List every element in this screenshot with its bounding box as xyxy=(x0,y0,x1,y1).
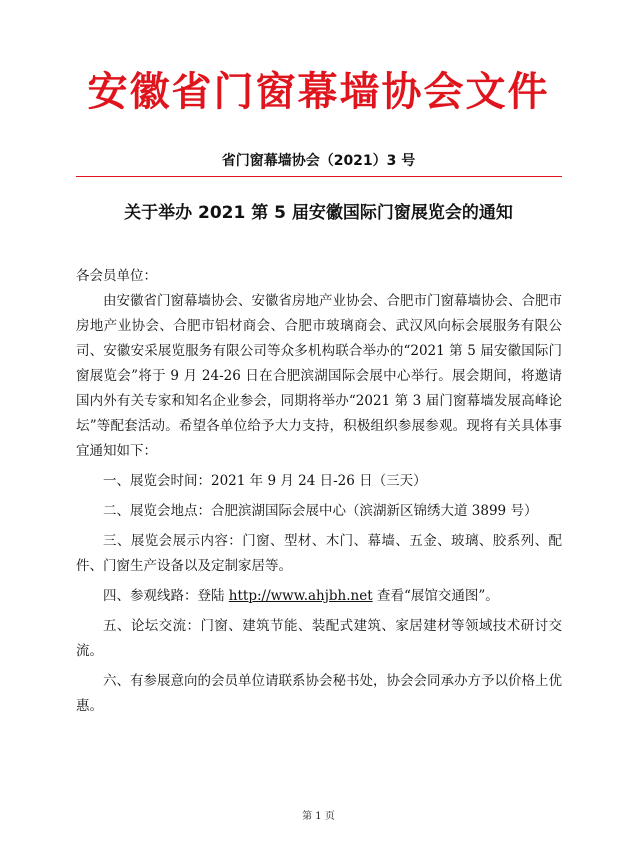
header-divider xyxy=(76,176,562,177)
intro-paragraph: 由安徽省门窗幕墙协会、安徽省房地产业协会、合肥市门窗幕墙协会、合肥市房地产业协会、合肥市铝材商会、合肥市玻璃商会、武汉风向标会展服务有限公司、安徽安采展览服务有限公司等众多机构联合举办的“2021 第 5 届安徽国际门窗展览会”将于 9 月 24-26 日在合肥滨湖国际会展中心举行。展会期间，将邀请国内外有关专家和知名企业参会，同期将举办“2021 第 3 届门窗幕墙发展高峰论坛”等配套活动。希望各单位给予大力支持，积极组织参展参观。现将有关具体事宜通知如下： xyxy=(76,293,562,459)
salutation: 各会员单位： xyxy=(76,268,157,284)
visit-route-suffix: 查看“展馆交通图”。 xyxy=(372,588,499,604)
item-visit-route xyxy=(76,584,562,609)
website-link[interactable]: http://www.ahjbh.net xyxy=(228,588,373,604)
document-title: 关于举办 2021 第 5 届安徽国际门窗展览会的通知 xyxy=(124,203,513,223)
document-body xyxy=(76,264,562,719)
page-number: 第 1 页 xyxy=(302,811,335,822)
document-number: 省门窗幕墙协会（2021）3 号 xyxy=(221,153,416,169)
document-masthead: 安徽省门窗幕墙协会文件 xyxy=(87,68,550,115)
item-exhibitor-contact: 六、有参展意向的会员单位请联系协会秘书处，协会会同承办方予以价格上优惠。 xyxy=(76,673,562,714)
visit-route-prefix: 四、参观线路：登陆 xyxy=(103,588,229,604)
item-exhibition-content: 三、展览会展示内容：门窗、型材、木门、幕墙、五金、玻璃、胶系列、配件、门窗生产设备以及定制家居等。 xyxy=(76,533,562,574)
item-exhibition-venue: 二、展览会地点：合肥滨湖国际会展中心（滨湖新区锦绣大道 3899 号） xyxy=(103,503,538,519)
item-exhibition-time: 一、展览会时间：2021 年 9 月 24 日-26 日（三天） xyxy=(103,473,427,489)
item-forum: 五、论坛交流：门窗、建筑节能、装配式建筑、家居建材等领域技术研讨交流。 xyxy=(76,618,562,659)
